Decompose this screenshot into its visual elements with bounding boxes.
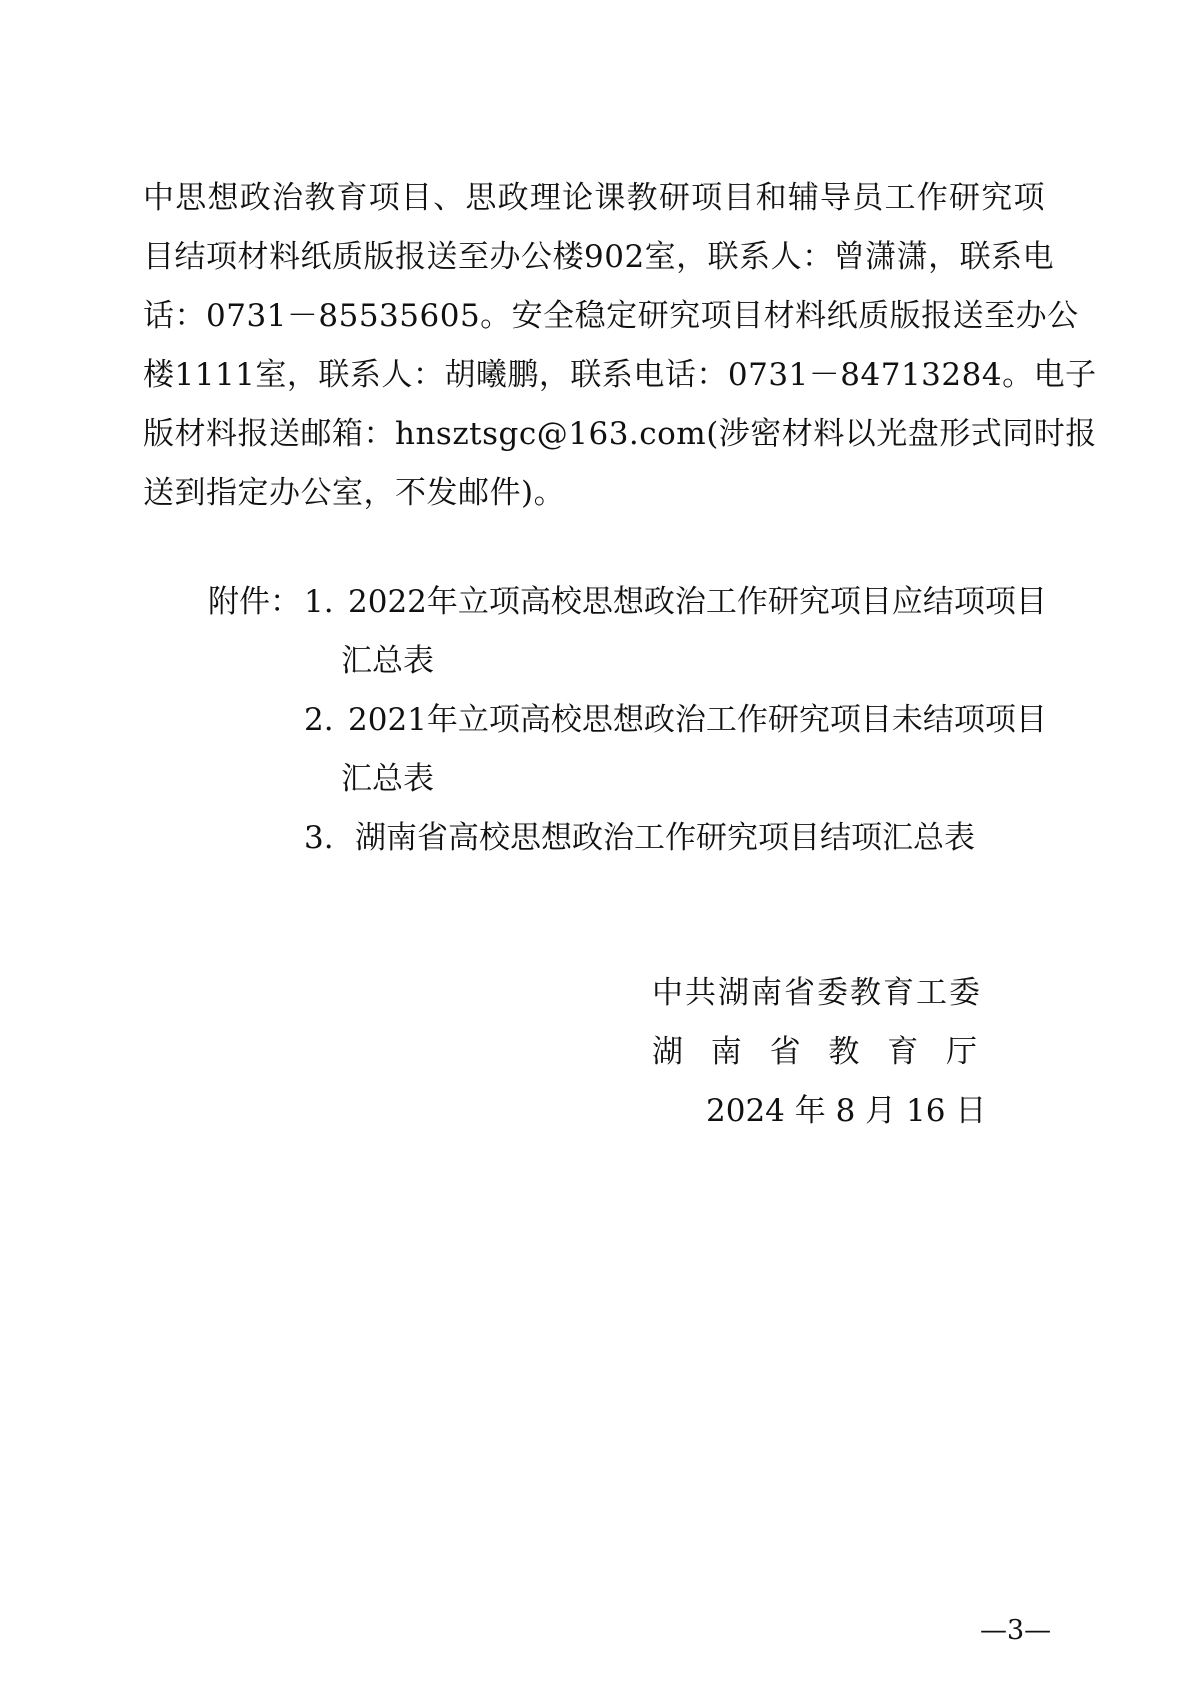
page-number: —3— [980, 1615, 1052, 1646]
body-line-3: 话：0731－85535605。安全稳定研究项目材料纸质版报送至办公 [143, 298, 1079, 334]
attachment-3-title: 湖南省高校思想政治工作研究项目结项汇总表 [355, 820, 975, 856]
signature-org-party-committee: 中共湖南省委教育工委 [652, 975, 982, 1011]
attachment-1-title-cont: 汇总表 [341, 643, 434, 679]
attachment-1-title: 2022年立项高校思想政治工作研究项目应结项项目 [348, 584, 1047, 620]
body-line-1: 中思想政治教育项目、思政理论课教研项目和辅导员工作研究项 [143, 180, 1045, 216]
attachment-2-title-cont: 汇总表 [341, 761, 434, 797]
body-line-4: 楼1111室，联系人：胡曦鹏，联系电话：0731－84713284。电子 [143, 357, 1097, 393]
attachment-2-number: 2. [304, 702, 334, 738]
body-line-6: 送到指定办公室，不发邮件)。 [143, 475, 566, 511]
attachment-2-title: 2021年立项高校思想政治工作研究项目未结项项目 [348, 702, 1047, 738]
signature-date: 2024 年 8 月 16 日 [706, 1093, 987, 1129]
body-line-2: 目结项材料纸质版报送至办公楼902室，联系人：曾潇潇，联系电 [143, 239, 1055, 275]
attachment-1-number: 1. [304, 584, 334, 620]
attachments-label: 附件： [208, 584, 301, 620]
signature-org-education-department: 湖南省教育厅 [652, 1034, 977, 1070]
attachment-3-number: 3. [304, 820, 334, 856]
body-line-5: 版材料报送邮箱：hnsztsgc@163.com(涉密材料以光盘形式同时报 [143, 416, 1097, 452]
